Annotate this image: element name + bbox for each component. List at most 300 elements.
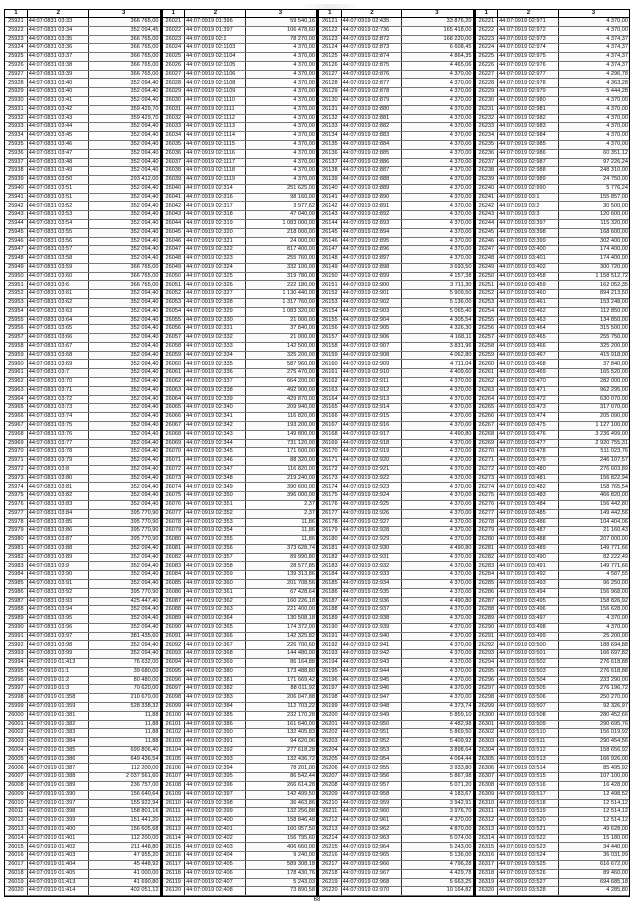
cadastral-number: 44:07:0919 01:359 <box>28 703 89 711</box>
cadastral-number: 44:07:0919 02:976 <box>498 62 559 70</box>
table-row <box>476 317 630 326</box>
cadastral-number: 44:07:0919 03:505 <box>498 685 559 693</box>
cadastral-value: 5 243,03 <box>293 878 315 885</box>
table-row <box>163 71 317 80</box>
cadastral-number: 44:07:0831 03:81 <box>28 483 89 491</box>
cadastral-number: 44:07:0919 02:369 <box>185 659 246 667</box>
table-row <box>163 685 317 694</box>
row-number: 26131 <box>319 106 342 114</box>
cadastral-value: 4 370,00 <box>449 465 472 472</box>
cadastral-number: 44:07:0919 02:351 <box>185 501 246 509</box>
table-row <box>319 343 473 352</box>
table-row <box>319 352 473 361</box>
cadastral-number: 44:07:0919 02:329 <box>185 308 246 316</box>
row-number: 25948 <box>5 255 28 263</box>
cadastral-value: 4 370,00 <box>449 79 472 86</box>
table-row <box>476 685 630 694</box>
row-number: 26057 <box>163 334 186 342</box>
cadastral-value: 4 370,00 <box>449 527 472 534</box>
cadastral-number: 44:07:0919 03:514 <box>498 764 559 772</box>
table-row <box>163 721 317 730</box>
table-row <box>319 598 473 607</box>
cadastral-number: 44:07:0919 01:405 <box>28 870 89 878</box>
cadastral-number: 44:07:0919 01:383 <box>28 729 89 737</box>
cadastral-number: 44:07:0831 03:84 <box>28 510 89 518</box>
row-number: 25946 <box>5 238 28 246</box>
cadastral-value: 4 370,00 <box>449 685 472 692</box>
cadastral-value: 5 909,50 <box>449 290 472 297</box>
cadastral-value: 5 663,25 <box>449 878 472 885</box>
cadastral-number: 44:07:0919 02:384 <box>185 703 246 711</box>
cadastral-number: 44:07:0831 03:98 <box>28 641 89 649</box>
cadastral-number: 44:07:0919 03:524 <box>498 852 559 860</box>
table-row <box>476 764 630 773</box>
cadastral-value: 156 968,00 <box>599 588 628 595</box>
cadastral-value: 11,88 <box>144 720 159 727</box>
cadastral-number: 44:07:0831 03:57 <box>28 246 89 254</box>
cadastral-value: 12 514,12 <box>603 799 628 806</box>
cadastral-number: 44:07:0831 03:72 <box>28 396 89 404</box>
table-row <box>319 246 473 255</box>
cadastral-number: 44:07:0919 02:368 <box>185 650 246 658</box>
cadastral-value: 492 900,00 <box>286 386 315 393</box>
cadastral-number: 44:07:0831 03:93 <box>28 598 89 606</box>
cadastral-value: 4 370,00 <box>449 667 472 674</box>
table-row <box>319 659 473 668</box>
table-row <box>163 615 317 624</box>
cadastral-number: 44:07:0831 03:99 <box>28 650 89 658</box>
cadastral-number: 44:07:0919 02:979 <box>498 88 559 96</box>
table-row <box>163 141 317 150</box>
row-number: 26281 <box>476 545 499 553</box>
row-number: 25992 <box>5 641 28 649</box>
table-row <box>476 325 630 334</box>
cadastral-number: 44:07:0831 03:55 <box>28 229 89 237</box>
cadastral-number: 44:07:0919 01:3 <box>28 685 89 693</box>
cadastral-value: 4 370,00 <box>449 624 472 630</box>
row-number: 26027 <box>163 71 186 79</box>
row-number: 26276 <box>476 501 499 509</box>
row-number: 26314 <box>476 835 499 843</box>
cadastral-value: 3 236 499,00 <box>595 430 628 437</box>
row-number: 26245 <box>476 229 499 237</box>
table-row <box>319 861 473 870</box>
table-row <box>5 492 160 501</box>
cadastral-value: 12 514,12 <box>603 808 628 815</box>
table-row <box>476 721 630 730</box>
cadastral-number: 44:07:0919 02:874 <box>342 53 403 61</box>
cadastral-number: 44:07:0831 03:87 <box>28 536 89 544</box>
row-number: 26180 <box>319 536 342 544</box>
cadastral-number: 44:07:0919 03:467 <box>498 352 559 360</box>
row-number: 26247 <box>476 246 499 254</box>
cadastral-number: 44:07:0919 02:898 <box>342 264 403 272</box>
cadastral-number: 44:07:0919 02:929 <box>342 536 403 544</box>
row-number: 26299 <box>476 703 499 711</box>
row-number: 26212 <box>319 817 342 825</box>
table-row <box>476 290 630 299</box>
cadastral-number: 44:07:0831 03:7 <box>28 369 89 377</box>
row-number: 26254 <box>476 308 499 316</box>
table-row <box>5 18 160 27</box>
table-row <box>319 387 473 396</box>
row-number: 26175 <box>319 492 342 500</box>
cadastral-number: 44:07:0919 02:1115 <box>185 141 246 149</box>
row-number: 26073 <box>163 475 186 483</box>
row-number: 25938 <box>5 167 28 175</box>
row-number: 26217 <box>319 861 342 869</box>
row-number: 26244 <box>476 220 499 228</box>
table-row <box>163 826 317 835</box>
cadastral-number: 44:07:0919 02:333 <box>185 343 246 351</box>
cadastral-number: 44:07:0831 03:38 <box>28 62 89 70</box>
registry-table <box>4 9 630 897</box>
cadastral-number: 44:07:0919 02:986 <box>498 150 559 158</box>
cadastral-number: 44:07:0919 03:509 <box>498 721 559 729</box>
table-row <box>476 870 630 879</box>
row-number: 26146 <box>319 238 342 246</box>
table-row <box>163 633 317 642</box>
cadastral-value: 5 869,50 <box>449 729 472 736</box>
cadastral-number: 44:07:0919 02:345 <box>185 448 246 456</box>
row-number: 26225 <box>476 53 499 61</box>
cadastral-value: 4 326,30 <box>449 325 472 332</box>
cadastral-number: 44:07:0919 02:393 <box>185 756 246 764</box>
cadastral-number: 44:07:0919 02:913 <box>342 396 403 404</box>
row-number: 26001 <box>5 721 28 729</box>
row-number: 26297 <box>476 685 499 693</box>
row-number: 26264 <box>476 396 499 404</box>
cadastral-number: 44:07:0919 03:527 <box>498 879 559 887</box>
table-row <box>319 501 473 510</box>
table-row <box>5 615 160 624</box>
cadastral-value: 352 094,40 <box>130 439 159 446</box>
row-number: 25951 <box>5 281 28 289</box>
table-row <box>163 334 317 343</box>
cadastral-value: 352 094,40 <box>130 307 159 314</box>
row-number: 26227 <box>476 71 499 79</box>
cadastral-value: 39 680,00 <box>133 667 159 674</box>
cadastral-number: 44:07:0919 02:405 <box>185 861 246 869</box>
table-row <box>319 615 473 624</box>
table-row <box>476 598 630 607</box>
cadastral-value: 3 693,50 <box>449 263 472 270</box>
cadastral-number: 44:07:0831 03:6 <box>28 281 89 289</box>
table-row <box>5 299 160 308</box>
cadastral-value: 4 374,37 <box>606 35 628 42</box>
row-number: 26010 <box>5 800 28 808</box>
cadastral-value: 1 130 440,00 <box>282 290 315 297</box>
table-row <box>163 712 317 721</box>
table-row <box>5 404 160 413</box>
row-number: 26081 <box>163 545 186 553</box>
cadastral-number: 44:07:0919 02:380 <box>185 668 246 676</box>
cadastral-number: 44:07:0919 02:925 <box>342 501 403 509</box>
cadastral-number: 44:07:0919 02:347 <box>185 466 246 474</box>
cadastral-number: 44:07:0919 02:932 <box>342 562 403 570</box>
cadastral-number: 44:07:0831 03:49 <box>28 167 89 175</box>
table-row <box>319 18 473 27</box>
row-number: 26283 <box>476 562 499 570</box>
row-number: 26141 <box>319 194 342 202</box>
table-row <box>163 132 317 141</box>
table-row <box>163 764 317 773</box>
cadastral-number: 44:07:0919 02:946 <box>342 685 403 693</box>
table-row <box>163 167 317 176</box>
table-row <box>5 202 160 211</box>
cadastral-number: 44:07:0919 02:435 <box>342 18 403 26</box>
cadastral-value: 3 933,80 <box>449 764 472 771</box>
cadastral-number: 44:07:0919 03:397 <box>498 220 559 228</box>
table-row <box>5 343 160 352</box>
table-row <box>476 281 630 290</box>
cadastral-number: 44:07:0919 03:520 <box>498 817 559 825</box>
row-number: 25943 <box>5 211 28 219</box>
row-number: 26139 <box>319 176 342 184</box>
table-row <box>163 598 317 607</box>
cadastral-number: 44:07:0919 02:363 <box>185 606 246 614</box>
table-row <box>476 536 630 545</box>
table-row <box>476 238 630 247</box>
row-number: 26044 <box>163 220 186 228</box>
cadastral-value: 4 370,00 <box>449 474 472 481</box>
cadastral-number: 44:07:0831 03:80 <box>28 475 89 483</box>
cadastral-number: 44:07:0919 02:1112 <box>185 115 246 123</box>
row-number: 26300 <box>476 712 499 720</box>
row-number: 26250 <box>476 273 499 281</box>
cadastral-number: 44:07:0919 02:965 <box>342 852 403 860</box>
row-number: 26166 <box>319 413 342 421</box>
table-row <box>163 62 317 71</box>
cadastral-number: 44:07:0919 02:873 <box>342 44 403 52</box>
table-row <box>319 483 473 492</box>
cadastral-number: 44:07:0831 03:8 <box>28 466 89 474</box>
cadastral-number: 44:07:0919 03:510 <box>498 729 559 737</box>
row-number: 25924 <box>5 44 28 52</box>
row-number: 26050 <box>163 273 186 281</box>
cadastral-number: 44:07:0919 03:496 <box>498 606 559 614</box>
row-number: 26137 <box>319 159 342 167</box>
row-number: 26069 <box>163 440 186 448</box>
cadastral-value: 4 363,28 <box>606 79 628 86</box>
row-number: 26037 <box>163 159 186 167</box>
row-number: 25994 <box>5 659 28 667</box>
cadastral-number: 44:07:0831 03:88 <box>28 545 89 553</box>
cadastral-value: 4 370,00 <box>606 114 628 121</box>
cadastral-value: 4 370,00 <box>449 580 472 587</box>
cadastral-number: 44:07:0919 03:401 <box>498 255 559 263</box>
table-row <box>5 519 160 528</box>
cadastral-value: 112 850,00 <box>600 307 628 314</box>
cadastral-number: 44:07:0919 02:899 <box>342 273 403 281</box>
cadastral-number: 44:07:0919 02:907 <box>342 343 403 351</box>
cadastral-value: 158 846,48 <box>286 817 315 824</box>
table-row <box>163 457 317 466</box>
cadastral-value: 86 542,44 <box>290 773 315 780</box>
cadastral-value: 415 918,00 <box>599 351 628 358</box>
row-number: 26041 <box>163 194 186 202</box>
row-number: 26260 <box>476 360 499 368</box>
table-row <box>476 448 630 457</box>
cadastral-number: 44:07:0919 02:896 <box>342 246 403 254</box>
column-header: 1 <box>476 10 499 17</box>
cadastral-number: 44:07:0919 02:1113 <box>185 123 246 131</box>
cadastral-value: 188 694,88 <box>599 641 628 648</box>
table-row <box>319 554 473 563</box>
row-number: 26181 <box>319 545 342 553</box>
cadastral-value: 4 711,04 <box>450 360 472 367</box>
table-row <box>5 562 160 571</box>
table-row <box>5 431 160 440</box>
table-row <box>163 378 317 387</box>
row-number: 26002 <box>5 729 28 737</box>
row-number: 26105 <box>163 756 186 764</box>
table-row <box>163 808 317 817</box>
table-row <box>5 396 160 405</box>
cadastral-number: 44:07:0919 02:955 <box>342 764 403 772</box>
cadastral-number: 44:07:0919 03:499 <box>498 633 559 641</box>
cadastral-value: 4 370,00 <box>449 149 472 156</box>
cadastral-number: 44:07:0831 03:51 <box>28 185 89 193</box>
cadastral-value: 158 765,54 <box>599 483 628 490</box>
cadastral-value: 4 796,28 <box>449 861 472 868</box>
row-number: 26313 <box>476 826 499 834</box>
table-row <box>163 791 317 800</box>
row-number: 26167 <box>319 422 342 430</box>
cadastral-value: 4 370,00 <box>293 44 315 51</box>
row-number: 26210 <box>319 800 342 808</box>
cadastral-value: 60 351,12 <box>603 149 628 156</box>
row-number: 25979 <box>5 527 28 535</box>
cadastral-value: 359 429,70 <box>130 114 159 121</box>
cadastral-value: 36 031,99 <box>603 852 628 859</box>
cadastral-value: 396 000,00 <box>286 492 315 499</box>
cadastral-number: 44:07:0919 02:964 <box>342 843 403 851</box>
row-number: 26160 <box>319 360 342 368</box>
table-row <box>5 598 160 607</box>
cadastral-number: 44:07:0831 03:82 <box>28 492 89 500</box>
table-row <box>476 694 630 703</box>
row-number: 26262 <box>476 378 499 386</box>
row-number: 26158 <box>319 343 342 351</box>
cadastral-number: 44:07:0919 03:487 <box>498 527 559 535</box>
cadastral-value: 134 850,00 <box>599 316 628 323</box>
cadastral-number: 44:07:0919 02:975 <box>498 53 559 61</box>
cadastral-value: 4 370,00 <box>449 571 472 578</box>
column-header: 2 <box>498 10 559 17</box>
cadastral-value: 233 290,00 <box>599 676 628 683</box>
cadastral-number: 44:07:0919 01:386 <box>28 756 89 764</box>
row-number: 26134 <box>319 132 342 140</box>
cadastral-value: 3 976,70 <box>449 808 472 815</box>
cadastral-value: 4 370,00 <box>449 536 472 543</box>
cadastral-value: 70 620,00 <box>133 685 159 692</box>
cadastral-value: 589 308,18 <box>286 861 315 868</box>
cadastral-value: 73 890,58 <box>290 887 315 894</box>
cadastral-value: 36 463,86 <box>290 799 315 806</box>
cadastral-value: 4 482,98 <box>449 720 472 727</box>
cadastral-number: 44:07:0919 02:922 <box>342 475 403 483</box>
cadastral-value: 85 495,92 <box>603 764 628 771</box>
table-row <box>5 764 160 773</box>
cadastral-value: 352 094,40 <box>130 141 159 148</box>
cadastral-value: 76 632,00 <box>133 659 159 666</box>
cadastral-number: 44:07:0919 03:517 <box>498 791 559 799</box>
row-number: 26238 <box>476 167 499 175</box>
row-number: 26101 <box>163 721 186 729</box>
table-row <box>319 606 473 615</box>
table-row <box>319 826 473 835</box>
row-number: 26000 <box>5 712 28 720</box>
cadastral-number: 44:07:0919 01:1 <box>28 668 89 676</box>
table-row <box>319 800 473 809</box>
row-number: 26154 <box>319 308 342 316</box>
column-header: 3 <box>278 10 283 16</box>
cadastral-number: 44:07:0831 03:79 <box>28 457 89 465</box>
row-number: 26133 <box>319 123 342 131</box>
table-row <box>476 141 630 150</box>
row-number: 26148 <box>319 255 342 263</box>
row-number: 26075 <box>163 492 186 500</box>
cadastral-number: 44:07:0919 02:395 <box>185 773 246 781</box>
cadastral-value: 395 770,90 <box>130 527 159 534</box>
cadastral-value: 4 370,00 <box>449 518 472 525</box>
row-number: 26261 <box>476 369 499 377</box>
row-number: 26114 <box>163 835 186 843</box>
cadastral-number: 44:07:0919 03:399 <box>498 238 559 246</box>
row-number: 26019 <box>5 879 28 887</box>
cadastral-number: 44:07:0919 03:470 <box>498 378 559 386</box>
cadastral-value: 206 047,88 <box>286 694 315 701</box>
cadastral-number: 44:07:0919 03:461 <box>498 299 559 307</box>
table-row <box>163 202 317 211</box>
cadastral-value: 11,88 <box>144 711 159 718</box>
cadastral-value: 4 374,37 <box>606 62 628 68</box>
cadastral-number: 44:07:0919 02:359 <box>185 571 246 579</box>
row-number: 26151 <box>319 281 342 289</box>
row-number: 26096 <box>163 677 186 685</box>
page-number: 68 <box>313 897 321 903</box>
cadastral-number: 44:07:0919 02:952 <box>342 738 403 746</box>
cadastral-number: 44:07:0919 02:397 <box>185 791 246 799</box>
row-number: 26231 <box>476 106 499 114</box>
row-number: 26241 <box>476 194 499 202</box>
row-number: 25970 <box>5 448 28 456</box>
cadastral-number: 44:07:0919 02:970 <box>342 887 403 895</box>
table-row <box>319 115 473 124</box>
row-number: 26216 <box>319 852 342 860</box>
table-row <box>5 211 160 220</box>
table-row <box>163 501 317 510</box>
table-row <box>319 738 473 747</box>
cadastral-number: 44:07:0919 02:945 <box>342 677 403 685</box>
cadastral-value: 4 409,60 <box>449 369 472 376</box>
cadastral-value: 15 180,00 <box>603 834 628 841</box>
cadastral-value: 174 400,00 <box>599 246 628 253</box>
table-row <box>163 773 317 782</box>
row-number: 26235 <box>476 141 499 149</box>
row-number: 26065 <box>163 404 186 412</box>
table-row <box>163 641 317 650</box>
row-number: 26304 <box>476 747 499 755</box>
cadastral-number: 44:07:0919 02:879 <box>342 97 403 105</box>
row-number: 26205 <box>319 756 342 764</box>
table-row <box>476 431 630 440</box>
row-number: 25978 <box>5 519 28 527</box>
cadastral-value: 97 226,24 <box>603 158 628 165</box>
cadastral-number: 44:07:0919 03:458 <box>498 273 559 281</box>
row-number: 25998 <box>5 694 28 702</box>
